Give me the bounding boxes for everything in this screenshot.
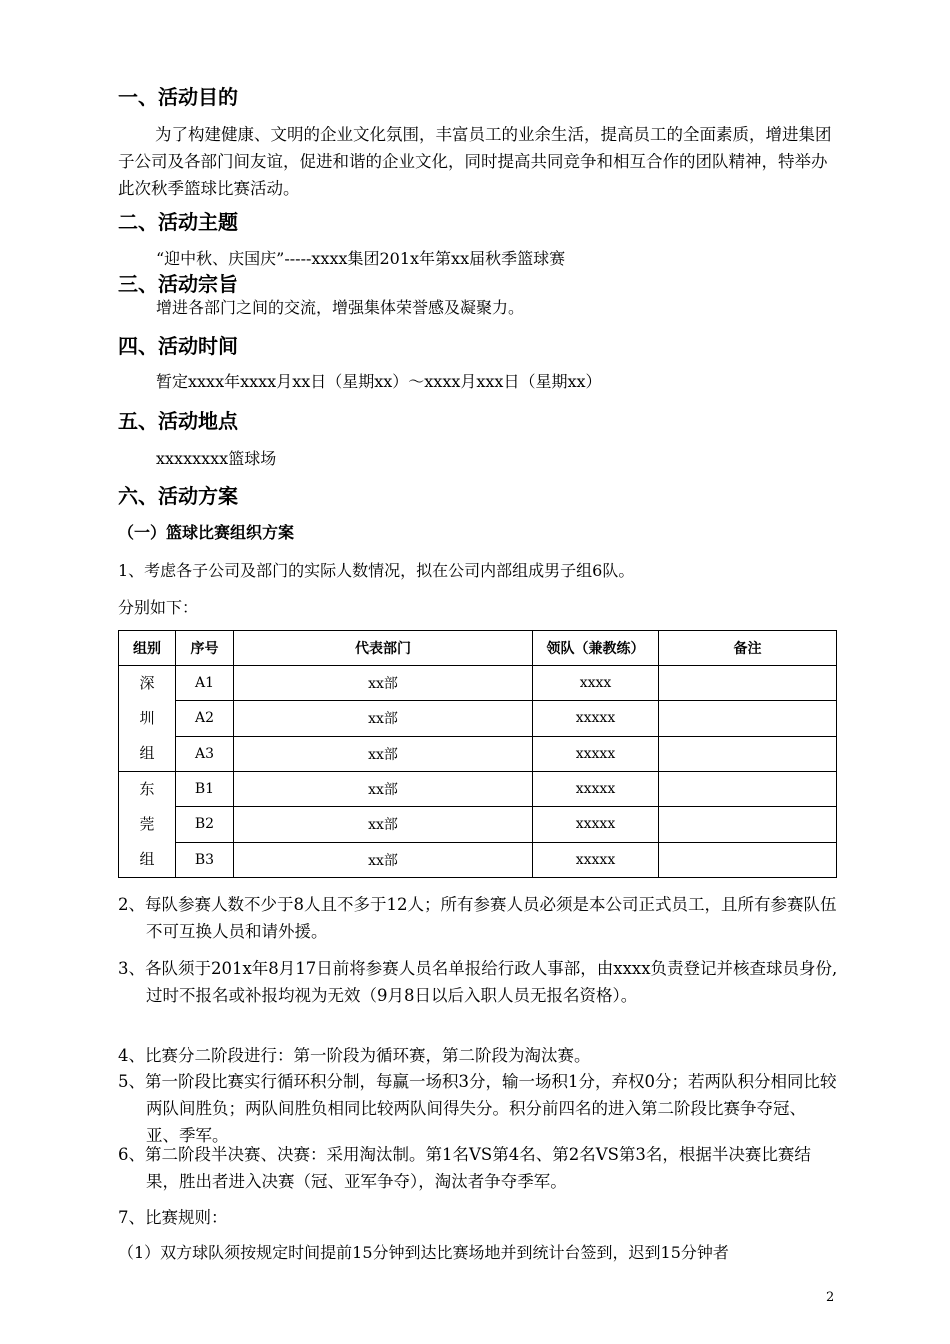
item-5: 5、第一阶段比赛实行循环积分制，每赢一场积3分，输一场积1分，弃权0分；若两队积分相同比较两队间胜负；两队间胜负相同比较两队间得失分。积分前四名的进入第二阶段比赛争夺冠、亚、季军。 xyxy=(118,1072,837,1145)
item-7-rule-1: （1）双方球队须按规定时间提前15分钟到达比赛场地并到统计台签到，迟到15分钟者 xyxy=(118,1243,729,1262)
row-note xyxy=(659,772,837,807)
group-shenzhen: 深 圳 组 xyxy=(119,666,176,772)
row-number: A3 xyxy=(176,736,234,771)
row-department: xx部 xyxy=(234,701,533,736)
item-7: 7、比赛规则： xyxy=(118,1208,228,1227)
row-number: B1 xyxy=(176,772,234,807)
table-row xyxy=(119,807,837,842)
section-2-body: “迎中秋、庆国庆”-----xxxx集团201x年第xx届秋季篮球赛 xyxy=(156,249,566,268)
table-row xyxy=(119,701,837,736)
table-row xyxy=(119,842,837,877)
row-note xyxy=(659,807,837,842)
row-note xyxy=(659,842,837,877)
row-number: B3 xyxy=(176,842,234,877)
item-1: 1、考虑各子公司及部门的实际人数情况，拟在公司内部组成男子组6队。 xyxy=(118,561,635,580)
item-6: 6、第二阶段半决赛、决赛：采用淘汰制。第1名VS第4名、第2名VS第3名，根据半决赛比赛结果，胜出者进入决赛（冠、亚军争夺），淘汰者争夺季军。 xyxy=(118,1145,811,1191)
section-6-title: 六、活动方案 xyxy=(118,484,238,508)
header-leader: 领队（兼教练） xyxy=(533,631,659,666)
section-3-title: 三、活动宗旨 xyxy=(118,272,238,296)
row-note xyxy=(659,701,837,736)
section-1-title: 一、活动目的 xyxy=(118,85,238,109)
row-note xyxy=(659,666,837,701)
section-1-body: 为了构建健康、文明的企业文化氛围，丰富员工的业余生活，提高员工的全面素质，增进集团子公司及各部门间友谊，促进和谐的企业文化，同时提高共同竞争和相互合作的团队精神，特举办此次秋季篮球比赛活动。 xyxy=(118,125,832,198)
row-department: xx部 xyxy=(234,666,533,701)
row-number: B2 xyxy=(176,807,234,842)
page-number: 2 xyxy=(826,1290,835,1305)
row-leader: xxxxx xyxy=(533,807,659,842)
group-dongguan: 东 莞 组 xyxy=(119,772,176,878)
item-2: 2、每队参赛人数不少于8人且不多于12人；所有参赛人员必须是本公司正式员工，且所有参赛队伍不可互换人员和请外援。 xyxy=(118,895,837,941)
row-leader: xxxxx xyxy=(533,842,659,877)
row-leader: xxxxx xyxy=(533,736,659,771)
section-4-body: 暂定xxxx年xxxx月xx日（星期xx）～xxxx月xxx日（星期xx） xyxy=(156,372,602,391)
header-number: 序号 xyxy=(176,631,234,666)
row-department: xx部 xyxy=(234,807,533,842)
row-leader: xxxxx xyxy=(533,772,659,807)
table-row xyxy=(119,736,837,771)
item-1-intro: 分别如下： xyxy=(118,598,199,617)
item-3: 3、各队须于201x年8月17日前将参赛人员名单报给行政人事部，由xxxx负责登记并核查球员身份,过时不报名或补报均视为无效（9月8日以后入职人员无报名资格）。 xyxy=(118,959,838,1005)
table-row xyxy=(119,772,837,807)
item-4: 4、比赛分二阶段进行：第一阶段为循环赛，第二阶段为淘汰赛。 xyxy=(118,1046,591,1065)
section-5-body: xxxxxxxx篮球场 xyxy=(156,449,277,468)
table-row xyxy=(119,666,837,701)
teams-table xyxy=(118,630,837,878)
row-department: xx部 xyxy=(234,736,533,771)
row-number: A2 xyxy=(176,701,234,736)
section-6-subtitle: （一）篮球比赛组织方案 xyxy=(118,523,295,542)
table-header-row xyxy=(119,631,837,666)
row-note xyxy=(659,736,837,771)
row-leader: xxxxx xyxy=(533,701,659,736)
header-department: 代表部门 xyxy=(234,631,533,666)
section-5-title: 五、活动地点 xyxy=(118,409,238,433)
header-note: 备注 xyxy=(659,631,837,666)
row-number: A1 xyxy=(176,666,234,701)
section-2-title: 二、活动主题 xyxy=(118,210,238,234)
row-department: xx部 xyxy=(234,842,533,877)
row-department: xx部 xyxy=(234,772,533,807)
section-4-title: 四、活动时间 xyxy=(118,334,238,358)
header-group: 组别 xyxy=(119,631,176,666)
section-3-body: 增进各部门之间的交流，增强集体荣誉感及凝聚力。 xyxy=(156,298,525,317)
row-leader: xxxx xyxy=(533,666,659,701)
